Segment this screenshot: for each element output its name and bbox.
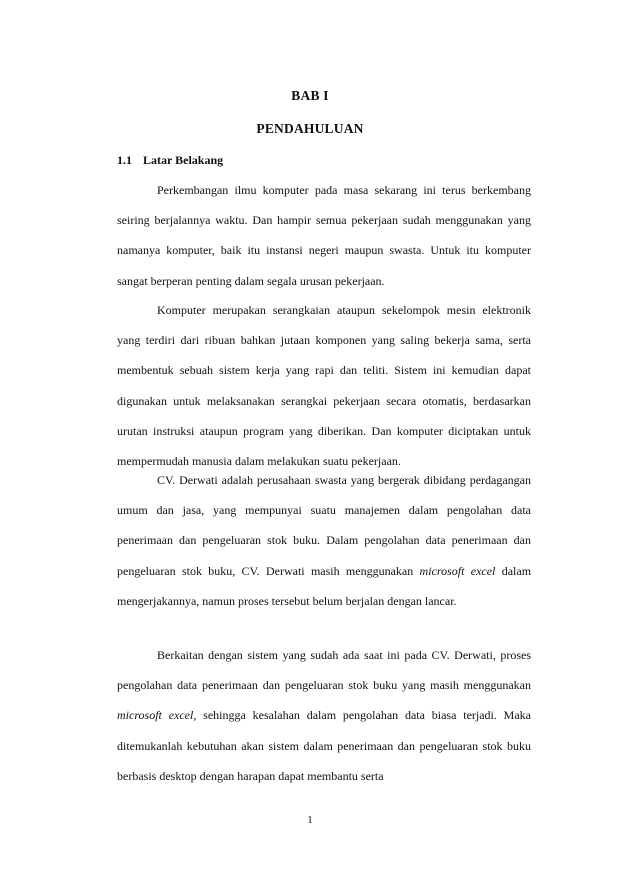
section-heading	[117, 153, 223, 168]
paragraph-3-italic: microsoft excel	[419, 563, 496, 578]
paragraph-3-text-a: CV. Derwati adalah perusahaan swasta yang bergerak dibidang perdagangan umum dan jasa, yang mempunyai suatu manajemen dalam pengolahan data penerimaan dan pengeluaran stok buku. Dalam pengolahan data penerimaan dan pengeluaran stok buku, CV. Derwati masih menggunakan	[117, 473, 531, 578]
page-number: 1	[307, 814, 313, 826]
section-number: 1.1	[117, 153, 132, 167]
paragraph-2	[117, 295, 531, 476]
section-title: Latar Belakang	[143, 153, 224, 167]
chapter-number: BAB I	[291, 88, 329, 103]
paragraph-2-text: Komputer merupakan serangkaian ataupun sekelompok mesin elektronik yang terdiri dari ribuan bahkan jutaan komponen yang saling bekerja sama, serta membentuk sebuah sistem kerja yang rapi dan teliti. Sistem ini kemudian dapat digunakan untuk melaksanakan serangkai pekerjaan secara otomatis, berdasarkan urutan instruksi ataupun program yang diberikan. Dan komputer diciptakan untuk mempermudah manusia dalam melakukan suatu pekerjaan.	[117, 303, 531, 469]
paragraph-4-text-a: Berkaitan dengan sistem yang sudah ada saat ini pada CV. Derwati, proses pengolahan data penerimaan dan pengeluaran stok buku yang masih menggunakan	[117, 648, 531, 693]
paragraph-4-italic: microsoft excel,	[117, 708, 197, 723]
paragraph-3-text-b: dalam mengerjakannya, namun proses tersebut belum berjalan dengan lancar.	[117, 563, 532, 608]
paragraph-4-text-b: sehingga kesalahan dalam pengolahan data biasa terjadi. Maka ditemukanlah kebutuhan akan sistem dalam penerimaan dan pengeluaran stok buku berbasis desktop dengan harapan dapat membantu serta	[117, 708, 532, 783]
paragraph-1	[117, 175, 531, 296]
chapter-title: PENDAHULUAN	[256, 121, 364, 136]
paragraph-3	[117, 465, 531, 616]
paragraph-1-text: Perkembangan ilmu komputer pada masa sekarang ini terus berkembang seiring berjalannya waktu. Dan hampir semua pekerjaan sudah menggunakan yang namanya komputer, baik itu instansi negeri maupun swasta. Untuk itu komputer sangat berperan penting dalam segala urusan pekerjaan.	[117, 183, 531, 288]
paragraph-4	[117, 640, 531, 791]
